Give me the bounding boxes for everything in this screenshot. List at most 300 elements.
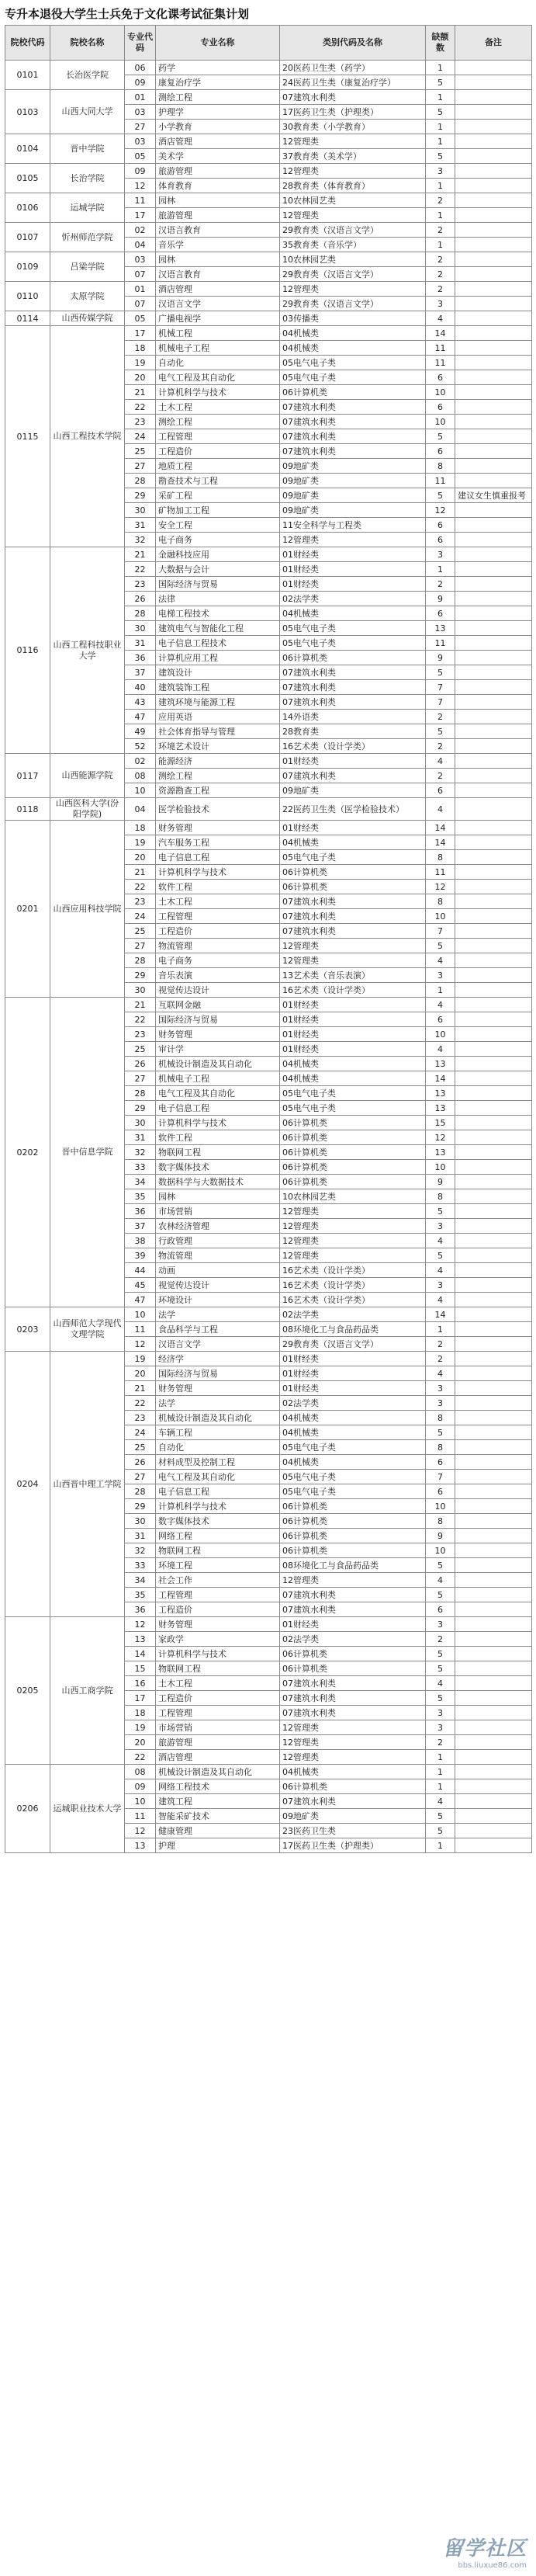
category-cell: 12管理类	[280, 208, 426, 223]
major-code-cell: 20	[125, 1735, 156, 1750]
remarks-cell	[455, 1647, 532, 1661]
inst-name-cell: 长治医学院	[50, 61, 125, 90]
vacancies-cell: 6	[426, 1602, 455, 1617]
major-name-cell: 酒店管理	[156, 134, 280, 149]
category-cell: 29教育类（汉语言文学）	[280, 297, 426, 311]
major-name-cell: 电气工程及其自动化	[156, 1086, 280, 1101]
major-name-cell: 经济学	[156, 1352, 280, 1366]
major-code-cell: 32	[125, 1543, 156, 1558]
vacancies-cell: 6	[426, 518, 455, 533]
remarks-cell	[455, 252, 532, 267]
vacancies-cell: 4	[426, 311, 455, 326]
major-name-cell: 能源经济	[156, 754, 280, 769]
major-name-cell: 体育教育	[156, 179, 280, 193]
major-code-cell: 29	[125, 1499, 156, 1514]
major-name-cell: 酒店管理	[156, 1750, 280, 1765]
vacancies-cell: 4	[426, 754, 455, 769]
remarks-cell	[455, 850, 532, 865]
vacancies-cell: 2	[426, 1632, 455, 1647]
category-cell: 12管理类	[280, 1573, 426, 1588]
major-code-cell: 30	[125, 983, 156, 998]
category-cell: 06计算机类	[280, 385, 426, 400]
major-name-cell: 财务管理	[156, 1617, 280, 1632]
category-cell: 04机械类	[280, 606, 426, 621]
remarks-cell	[455, 968, 532, 983]
table-row	[5, 311, 532, 326]
vacancies-cell: 5	[426, 75, 455, 90]
category-cell: 08环境化工与食品药品类	[280, 1558, 426, 1573]
vacancies-cell: 4	[426, 1293, 455, 1307]
major-code-cell: 32	[125, 1145, 156, 1160]
vacancies-cell: 2	[426, 710, 455, 724]
major-name-cell: 法学	[156, 1307, 280, 1322]
major-code-cell: 30	[125, 621, 156, 636]
major-code-cell: 35	[125, 1588, 156, 1602]
remarks-cell	[455, 1381, 532, 1396]
major-name-cell: 智能采矿技术	[156, 1809, 280, 1824]
remarks-cell	[455, 798, 532, 821]
category-cell: 05电气电子类	[280, 1086, 426, 1101]
major-code-cell: 36	[125, 1204, 156, 1219]
inst-name-cell: 长治学院	[50, 164, 125, 193]
vacancies-cell: 1	[426, 238, 455, 252]
category-cell: 23医药卫生类	[280, 1824, 426, 1838]
category-cell: 06计算机类	[280, 1499, 426, 1514]
major-code-cell: 15	[125, 1661, 156, 1676]
major-name-cell: 机械设计制造及其自动化	[156, 1411, 280, 1425]
category-cell: 06计算机类	[280, 1130, 426, 1145]
vacancies-cell: 11	[426, 474, 455, 488]
major-name-cell: 建筑设计	[156, 665, 280, 680]
remarks-cell	[455, 1337, 532, 1352]
remarks-cell: 建议女生慎重报考	[455, 488, 532, 503]
vacancies-cell: 1	[426, 90, 455, 105]
remarks-cell	[455, 821, 532, 835]
category-cell: 07建筑水利类	[280, 909, 426, 924]
major-code-cell: 10	[125, 1307, 156, 1322]
category-cell: 07建筑水利类	[280, 400, 426, 415]
major-name-cell: 审计学	[156, 1042, 280, 1057]
major-name-cell: 电子商务	[156, 533, 280, 547]
vacancies-cell: 8	[426, 1514, 455, 1529]
category-cell: 07建筑水利类	[280, 90, 426, 105]
major-name-cell: 旅游管理	[156, 164, 280, 179]
table-row	[5, 1765, 532, 1779]
category-cell: 04机械类	[280, 1057, 426, 1071]
major-name-cell: 金融科技应用	[156, 547, 280, 562]
major-name-cell: 农林经济管理	[156, 1219, 280, 1234]
vacancies-cell: 3	[426, 1381, 455, 1396]
major-name-cell: 汽车服务工程	[156, 835, 280, 850]
major-name-cell: 财务管理	[156, 821, 280, 835]
major-code-cell: 36	[125, 1602, 156, 1617]
vacancies-cell: 6	[426, 444, 455, 459]
remarks-cell	[455, 356, 532, 370]
major-name-cell: 测绘工程	[156, 769, 280, 783]
category-cell: 07建筑水利类	[280, 429, 426, 444]
remarks-cell	[455, 385, 532, 400]
major-name-cell: 工程管理	[156, 909, 280, 924]
table-row	[5, 998, 532, 1012]
major-name-cell: 环境艺术设计	[156, 739, 280, 754]
major-code-cell: 31	[125, 1529, 156, 1543]
category-cell: 09地矿类	[280, 1809, 426, 1824]
category-cell: 04机械类	[280, 1455, 426, 1470]
major-name-cell: 计算机应用工程	[156, 651, 280, 665]
vacancies-cell: 1	[426, 61, 455, 75]
major-code-cell: 21	[125, 998, 156, 1012]
major-code-cell: 09	[125, 75, 156, 90]
remarks-cell	[455, 370, 532, 385]
major-name-cell: 家政学	[156, 1632, 280, 1647]
major-code-cell: 30	[125, 503, 156, 518]
remarks-cell	[455, 1499, 532, 1514]
vacancies-cell: 4	[426, 1573, 455, 1588]
major-name-cell: 电梯工程技术	[156, 606, 280, 621]
category-cell: 04机械类	[280, 835, 426, 850]
vacancies-cell: 1	[426, 134, 455, 149]
major-code-cell: 17	[125, 1691, 156, 1706]
major-name-cell: 音乐学	[156, 238, 280, 252]
vacancies-cell: 12	[426, 503, 455, 518]
remarks-cell	[455, 1455, 532, 1470]
category-cell: 12管理类	[280, 1204, 426, 1219]
vacancies-cell: 9	[426, 592, 455, 606]
remarks-cell	[455, 865, 532, 880]
major-name-cell: 康复治疗学	[156, 75, 280, 90]
vacancies-cell: 3	[426, 1617, 455, 1632]
category-cell: 07建筑水利类	[280, 444, 426, 459]
major-code-cell: 02	[125, 223, 156, 238]
category-cell: 29教育类（汉语言文学）	[280, 1337, 426, 1352]
category-cell: 02法学类	[280, 1632, 426, 1647]
category-cell: 07建筑水利类	[280, 415, 426, 429]
major-name-cell: 药学	[156, 61, 280, 75]
major-code-cell: 23	[125, 577, 156, 592]
major-name-cell: 建筑工程	[156, 1794, 280, 1809]
remarks-cell	[455, 1352, 532, 1366]
inst-code-cell: 0117	[5, 754, 50, 798]
major-code-cell: 34	[125, 1175, 156, 1189]
vacancies-cell: 8	[426, 459, 455, 474]
vacancies-cell: 1	[426, 1779, 455, 1794]
major-code-cell: 20	[125, 850, 156, 865]
vacancies-cell: 11	[426, 865, 455, 880]
category-cell: 01财经类	[280, 821, 426, 835]
remarks-cell	[455, 1116, 532, 1130]
inst-name-cell: 山西晋中理工学院	[50, 1352, 125, 1617]
remarks-cell	[455, 341, 532, 356]
major-name-cell: 测绘工程	[156, 90, 280, 105]
inst-code-cell: 0104	[5, 134, 50, 164]
major-code-cell: 29	[125, 968, 156, 983]
category-cell: 07建筑水利类	[280, 665, 426, 680]
major-code-cell: 23	[125, 1411, 156, 1425]
major-name-cell: 电子信息工程	[156, 1101, 280, 1116]
vacancies-cell: 4	[426, 1366, 455, 1381]
vacancies-cell: 14	[426, 1307, 455, 1322]
major-code-cell: 06	[125, 61, 156, 75]
inst-code-cell: 0106	[5, 193, 50, 223]
category-cell: 05电气电子类	[280, 621, 426, 636]
category-cell: 12管理类	[280, 1234, 426, 1248]
vacancies-cell: 12	[426, 1130, 455, 1145]
header-row	[5, 26, 532, 61]
major-name-cell: 电子信息工程	[156, 1484, 280, 1499]
watermark-brand: 留学社区	[442, 2537, 527, 2560]
major-code-cell: 12	[125, 1617, 156, 1632]
vacancies-cell: 2	[426, 1735, 455, 1750]
category-cell: 12管理类	[280, 1720, 426, 1735]
remarks-cell	[455, 606, 532, 621]
major-code-cell: 19	[125, 835, 156, 850]
table-row	[5, 164, 532, 179]
major-code-cell: 22	[125, 562, 156, 577]
category-cell: 01财经类	[280, 1042, 426, 1057]
major-name-cell: 勘查技术与工程	[156, 474, 280, 488]
remarks-cell	[455, 164, 532, 179]
remarks-cell	[455, 1234, 532, 1248]
major-name-cell: 工程管理	[156, 429, 280, 444]
category-cell: 05电气电子类	[280, 636, 426, 651]
major-name-cell: 汉语言文学	[156, 297, 280, 311]
category-cell: 13艺术类（音乐表演）	[280, 968, 426, 983]
remarks-cell	[455, 998, 532, 1012]
major-code-cell: 25	[125, 444, 156, 459]
remarks-cell	[455, 665, 532, 680]
major-name-cell: 计算机科学与技术	[156, 865, 280, 880]
category-cell: 09地矿类	[280, 783, 426, 798]
remarks-cell	[455, 909, 532, 924]
watermark-url: bbs.liuxue86.com	[458, 2561, 527, 2570]
vacancies-cell: 13	[426, 1101, 455, 1116]
vacancies-cell: 3	[426, 547, 455, 562]
vacancies-cell: 4	[426, 1042, 455, 1057]
category-cell: 06计算机类	[280, 1647, 426, 1661]
category-cell: 06计算机类	[280, 1543, 426, 1558]
major-name-cell: 广播电视学	[156, 311, 280, 326]
major-name-cell: 法律	[156, 592, 280, 606]
category-cell: 07建筑水利类	[280, 1676, 426, 1691]
major-code-cell: 13	[125, 1838, 156, 1853]
table-row	[5, 821, 532, 835]
major-code-cell: 01	[125, 282, 156, 297]
major-code-cell: 26	[125, 592, 156, 606]
major-code-cell: 09	[125, 164, 156, 179]
major-name-cell: 物联网工程	[156, 1145, 280, 1160]
major-name-cell: 动画	[156, 1263, 280, 1278]
major-code-cell: 38	[125, 1234, 156, 1248]
category-cell: 05电气电子类	[280, 1470, 426, 1484]
remarks-cell	[455, 134, 532, 149]
plan-table	[5, 25, 532, 1853]
remarks-cell	[455, 880, 532, 894]
vacancies-cell: 2	[426, 267, 455, 282]
category-cell: 09地矿类	[280, 459, 426, 474]
remarks-cell	[455, 1735, 532, 1750]
category-cell: 10农林园艺类	[280, 252, 426, 267]
inst-code-cell: 0107	[5, 223, 50, 252]
remarks-cell	[455, 1411, 532, 1425]
major-name-cell: 大数据与会计	[156, 562, 280, 577]
major-name-cell: 应用英语	[156, 710, 280, 724]
major-name-cell: 旅游管理	[156, 1735, 280, 1750]
major-name-cell: 材料成型及控制工程	[156, 1455, 280, 1470]
vacancies-cell: 4	[426, 1263, 455, 1278]
category-cell: 28教育类（体育教育）	[280, 179, 426, 193]
major-name-cell: 物流管理	[156, 1248, 280, 1263]
remarks-cell	[455, 1263, 532, 1278]
remarks-cell	[455, 1440, 532, 1455]
remarks-cell	[455, 1484, 532, 1499]
major-name-cell: 国际经济与贸易	[156, 577, 280, 592]
major-name-cell: 园林	[156, 252, 280, 267]
major-name-cell: 物联网工程	[156, 1661, 280, 1676]
vacancies-cell: 8	[426, 1440, 455, 1455]
major-name-cell: 建筑电气与智能化工程	[156, 621, 280, 636]
vacancies-cell: 2	[426, 769, 455, 783]
category-cell: 30教育类（小学教育）	[280, 120, 426, 134]
table-body	[5, 61, 532, 1853]
vacancies-cell: 9	[426, 1529, 455, 1543]
major-name-cell: 汉语言教育	[156, 267, 280, 282]
vacancies-cell: 2	[426, 223, 455, 238]
remarks-cell	[455, 894, 532, 909]
inst-name-cell: 运城学院	[50, 193, 125, 223]
category-cell: 06计算机类	[280, 880, 426, 894]
major-code-cell: 21	[125, 385, 156, 400]
vacancies-cell: 2	[426, 252, 455, 267]
category-cell: 04机械类	[280, 1411, 426, 1425]
vacancies-cell: 4	[426, 1676, 455, 1691]
major-name-cell: 数据科学与大数据技术	[156, 1175, 280, 1189]
category-cell: 16艺术类（设计学类）	[280, 1293, 426, 1307]
vacancies-cell: 6	[426, 1484, 455, 1499]
category-cell: 02法学类	[280, 1307, 426, 1322]
vacancies-cell: 8	[426, 894, 455, 909]
major-code-cell: 01	[125, 90, 156, 105]
remarks-cell	[455, 1396, 532, 1411]
major-code-cell: 19	[125, 1720, 156, 1735]
category-cell: 01财经类	[280, 562, 426, 577]
vacancies-cell: 15	[426, 1116, 455, 1130]
major-name-cell: 网络工程	[156, 1529, 280, 1543]
major-name-cell: 互联网金融	[156, 998, 280, 1012]
major-name-cell: 矿物加工工程	[156, 503, 280, 518]
major-code-cell: 21	[125, 865, 156, 880]
vacancies-cell: 7	[426, 680, 455, 695]
category-cell: 11安全科学与工程类	[280, 518, 426, 533]
remarks-cell	[455, 1824, 532, 1838]
inst-code-cell: 0110	[5, 282, 50, 311]
major-name-cell: 社会体育指导与管理	[156, 724, 280, 739]
major-name-cell: 工程造价	[156, 1602, 280, 1617]
remarks-cell	[455, 1514, 532, 1529]
remarks-cell	[455, 267, 532, 282]
category-cell: 07建筑水利类	[280, 695, 426, 710]
vacancies-cell: 10	[426, 1499, 455, 1514]
vacancies-cell: 10	[426, 385, 455, 400]
vacancies-cell: 5	[426, 1809, 455, 1824]
major-code-cell: 14	[125, 1647, 156, 1661]
remarks-cell	[455, 1086, 532, 1101]
remarks-cell	[455, 1012, 532, 1027]
major-name-cell: 车辆工程	[156, 1425, 280, 1440]
major-code-cell: 36	[125, 651, 156, 665]
table-row	[5, 61, 532, 75]
category-cell: 37教育类（美术学）	[280, 149, 426, 164]
category-cell: 05电气电子类	[280, 370, 426, 385]
vacancies-cell: 1	[426, 1765, 455, 1779]
vacancies-cell: 14	[426, 326, 455, 341]
major-name-cell: 物联网工程	[156, 1543, 280, 1558]
category-cell: 12管理类	[280, 953, 426, 968]
vacancies-cell: 6	[426, 533, 455, 547]
major-name-cell: 计算机科学与技术	[156, 1499, 280, 1514]
remarks-cell	[455, 939, 532, 953]
major-name-cell: 工程造价	[156, 924, 280, 939]
vacancies-cell: 2	[426, 739, 455, 754]
major-code-cell: 03	[125, 252, 156, 267]
remarks-cell	[455, 1204, 532, 1219]
category-cell: 05电气电子类	[280, 356, 426, 370]
major-code-cell: 31	[125, 518, 156, 533]
vacancies-cell: 5	[426, 1588, 455, 1602]
major-name-cell: 数字媒体技术	[156, 1160, 280, 1175]
major-code-cell: 27	[125, 459, 156, 474]
category-cell: 06计算机类	[280, 1160, 426, 1175]
major-code-cell: 25	[125, 1042, 156, 1057]
major-name-cell: 园林	[156, 193, 280, 208]
major-name-cell: 土木工程	[156, 894, 280, 909]
inst-name-cell: 太原学院	[50, 282, 125, 311]
major-name-cell: 建筑装饰工程	[156, 680, 280, 695]
remarks-cell	[455, 651, 532, 665]
remarks-cell	[455, 1838, 532, 1853]
major-code-cell: 23	[125, 415, 156, 429]
header-major-code: 专业代码	[125, 26, 156, 61]
remarks-cell	[455, 953, 532, 968]
vacancies-cell: 10	[426, 1160, 455, 1175]
vacancies-cell: 5	[426, 1558, 455, 1573]
remarks-cell	[455, 1706, 532, 1720]
remarks-cell	[455, 1145, 532, 1160]
major-code-cell: 03	[125, 134, 156, 149]
vacancies-cell: 3	[426, 1720, 455, 1735]
major-code-cell: 22	[125, 1396, 156, 1411]
major-code-cell: 08	[125, 1765, 156, 1779]
remarks-cell	[455, 282, 532, 297]
vacancies-cell: 7	[426, 924, 455, 939]
vacancies-cell: 8	[426, 850, 455, 865]
major-name-cell: 测绘工程	[156, 415, 280, 429]
remarks-cell	[455, 1071, 532, 1086]
major-code-cell: 28	[125, 953, 156, 968]
major-code-cell: 12	[125, 1337, 156, 1352]
vacancies-cell: 10	[426, 415, 455, 429]
category-cell: 12管理类	[280, 1219, 426, 1234]
remarks-cell	[455, 783, 532, 798]
major-code-cell: 07	[125, 297, 156, 311]
vacancies-cell: 4	[426, 1234, 455, 1248]
header-inst-code: 院校代码	[5, 26, 50, 61]
major-name-cell: 酒店管理	[156, 282, 280, 297]
category-cell: 29教育类（汉语言文学）	[280, 223, 426, 238]
major-name-cell: 地质工程	[156, 459, 280, 474]
major-code-cell: 27	[125, 1470, 156, 1484]
remarks-cell	[455, 179, 532, 193]
category-cell: 16艺术类（设计学类）	[280, 1278, 426, 1293]
